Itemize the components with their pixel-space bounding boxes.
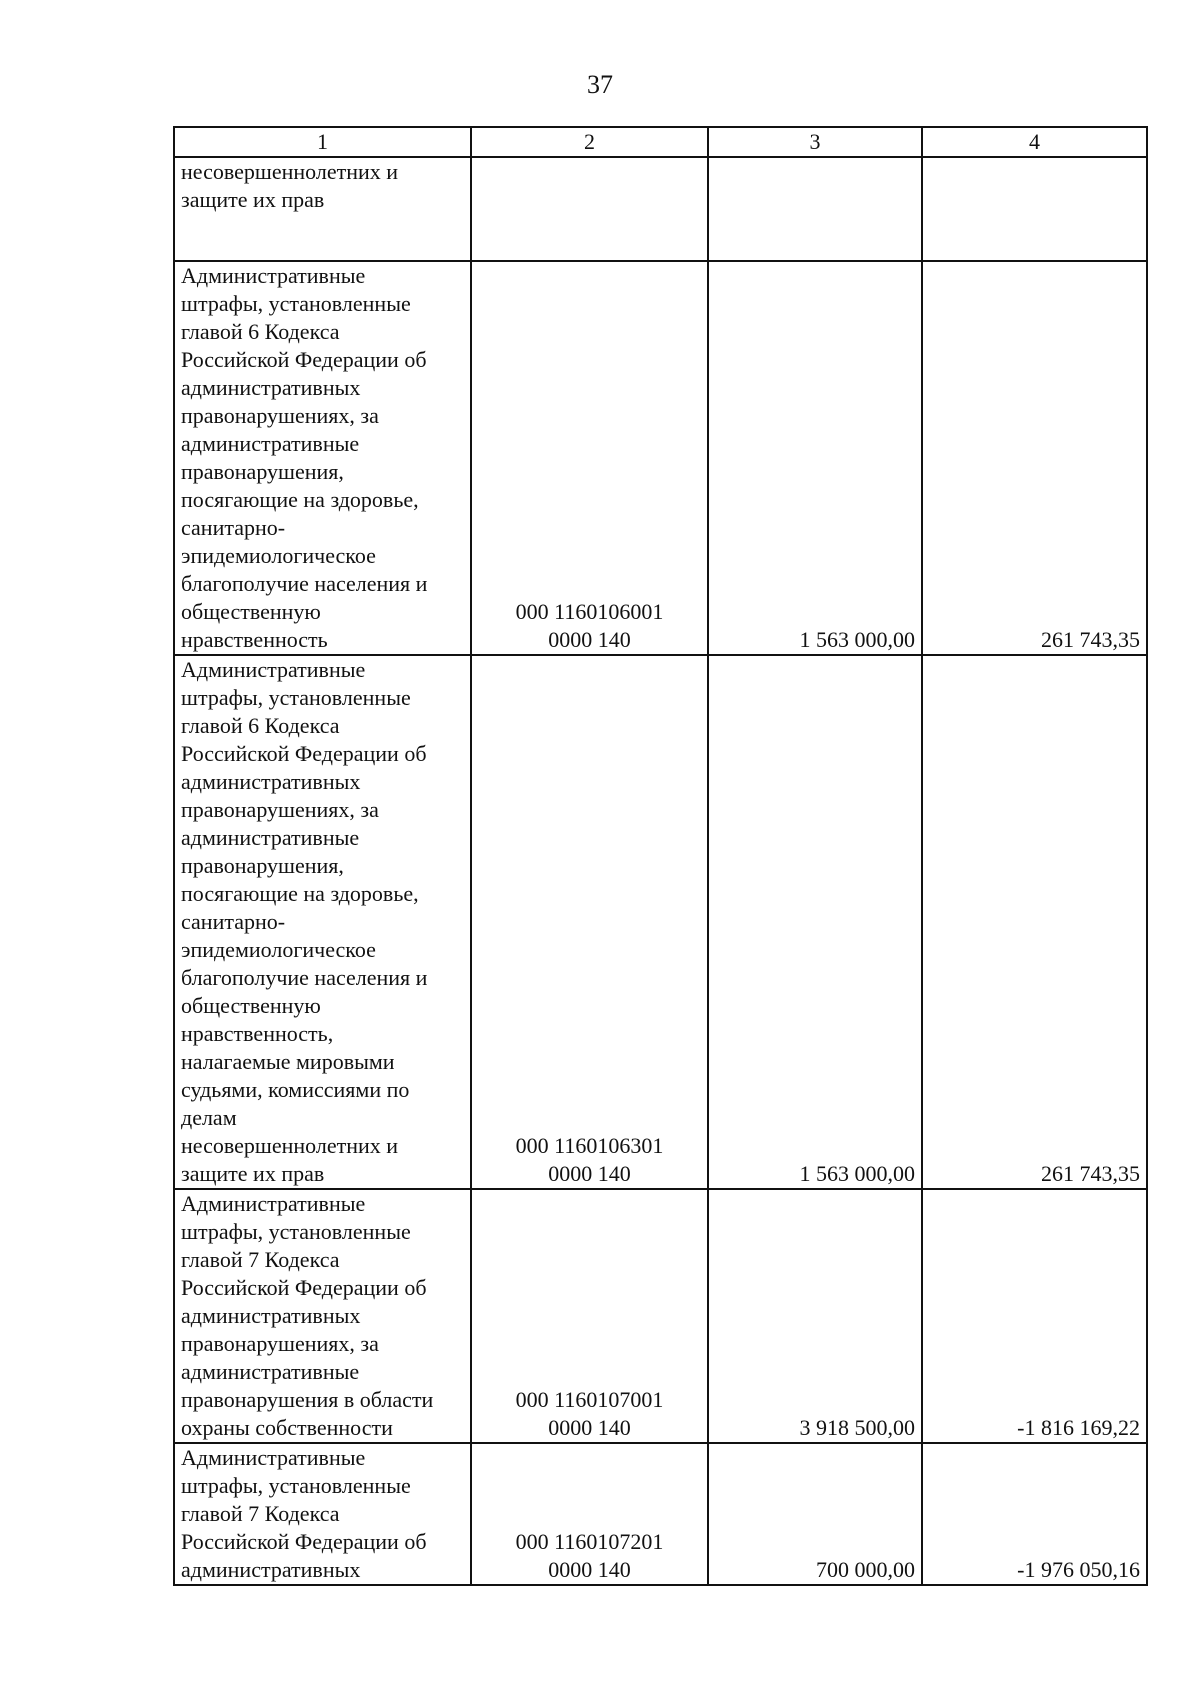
row-code: 000 1160107001 0000 140 bbox=[471, 1189, 708, 1443]
row-code: 000 1160106001 0000 140 bbox=[471, 261, 708, 655]
row-code: 000 1160106301 0000 140 bbox=[471, 655, 708, 1189]
column-header: 4 bbox=[922, 127, 1147, 157]
row-exec: -1 816 169,22 bbox=[922, 1189, 1147, 1443]
row-code bbox=[471, 157, 708, 261]
row-plan: 3 918 500,00 bbox=[708, 1189, 922, 1443]
table-row bbox=[174, 1443, 1147, 1585]
column-header: 1 bbox=[174, 127, 471, 157]
row-name: Административные штрафы, установленные главой 6 Кодекса Российской Федерации об административных правонарушениях, за административные правонарушения, посягающие на здоровье, санитарно- эпидемиологическое благополучие населения и общественную нравственность bbox=[174, 261, 471, 655]
table-header-row bbox=[174, 127, 1147, 157]
row-plan bbox=[708, 157, 922, 261]
table-row bbox=[174, 157, 1147, 261]
row-plan: 1 563 000,00 bbox=[708, 261, 922, 655]
column-header: 3 bbox=[708, 127, 922, 157]
row-exec bbox=[922, 157, 1147, 261]
row-code: 000 1160107201 0000 140 bbox=[471, 1443, 708, 1585]
row-name: Административные штрафы, установленные главой 7 Кодекса Российской Федерации об административных bbox=[174, 1443, 471, 1585]
row-exec: -1 976 050,16 bbox=[922, 1443, 1147, 1585]
page-number: 37 bbox=[587, 70, 613, 99]
budget-table bbox=[173, 126, 1148, 1586]
row-plan: 1 563 000,00 bbox=[708, 655, 922, 1189]
row-name: несовершеннолетних и защите их прав bbox=[174, 157, 471, 261]
table-row bbox=[174, 261, 1147, 655]
column-header: 2 bbox=[471, 127, 708, 157]
row-name: Административные штрафы, установленные главой 7 Кодекса Российской Федерации об административных правонарушениях, за административные правонарушения в области охраны собственности bbox=[174, 1189, 471, 1443]
row-exec: 261 743,35 bbox=[922, 261, 1147, 655]
row-name: Административные штрафы, установленные главой 6 Кодекса Российской Федерации об административных правонарушениях, за административные правонарушения, посягающие на здоровье, санитарно- эпидемиологическое благополучие населения и общественную нравственность, налагаемые мировыми судьями, комиссиями по делам несовершеннолетних и защите их прав bbox=[174, 655, 471, 1189]
table-row bbox=[174, 655, 1147, 1189]
row-exec: 261 743,35 bbox=[922, 655, 1147, 1189]
table-row bbox=[174, 1189, 1147, 1443]
row-plan: 700 000,00 bbox=[708, 1443, 922, 1585]
